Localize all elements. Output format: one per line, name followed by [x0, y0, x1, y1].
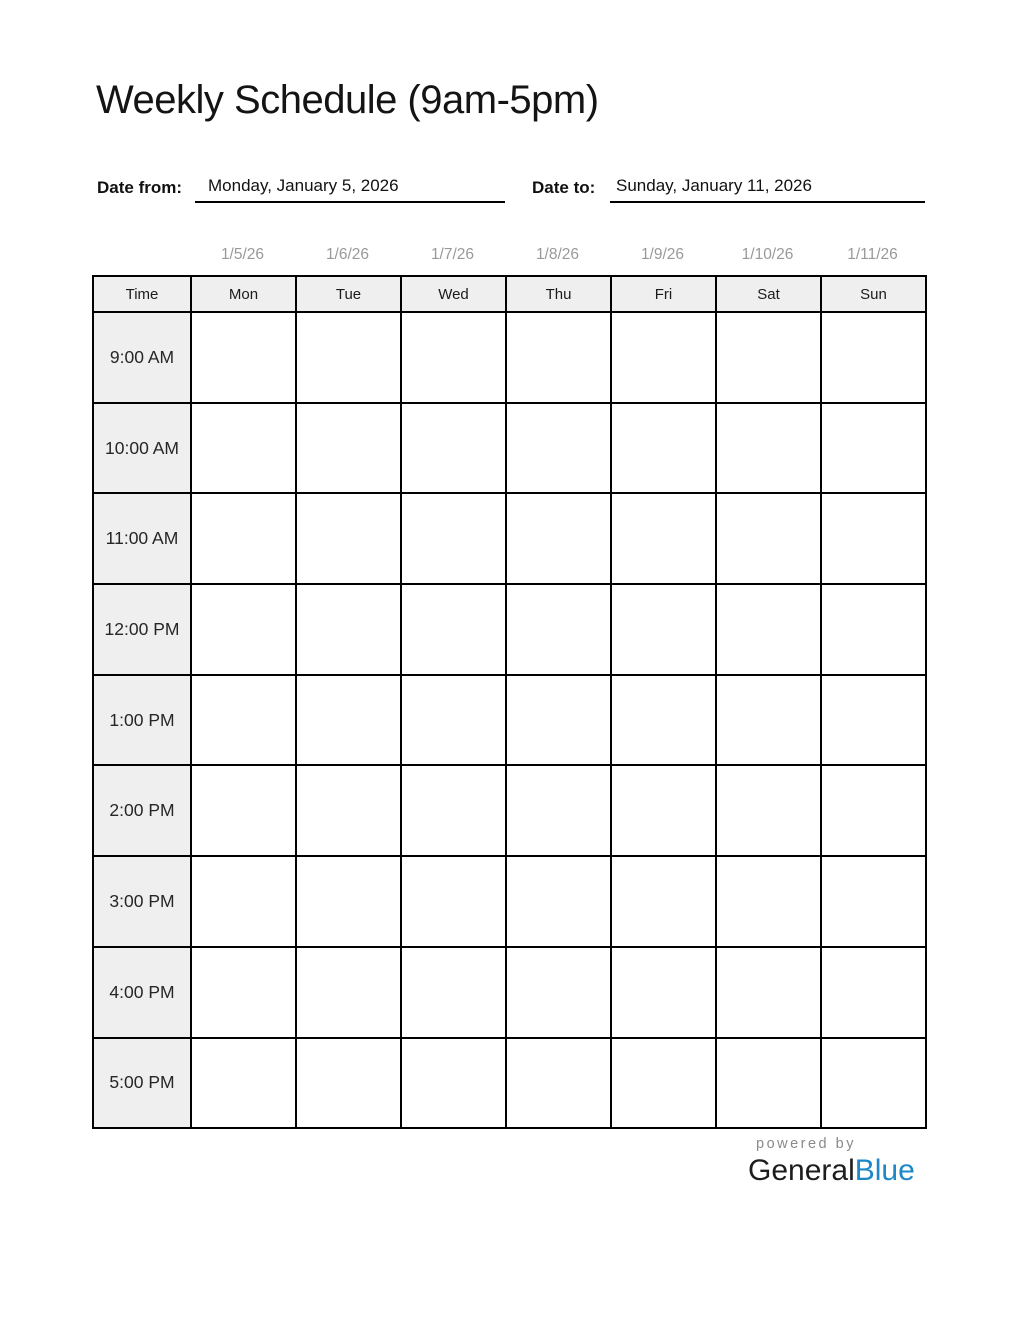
schedule-cell[interactable] — [191, 584, 296, 675]
schedule-cell[interactable] — [506, 584, 611, 675]
schedule-cell[interactable] — [716, 312, 821, 403]
schedule-cell[interactable] — [821, 947, 926, 1038]
schedule-cell[interactable] — [611, 856, 716, 947]
time-label: 12:00 PM — [93, 584, 191, 675]
column-header: Time — [93, 276, 191, 312]
brand-logo — [748, 1154, 915, 1188]
brand-blue-text: Blue — [854, 1154, 915, 1187]
column-date-label: 1/9/26 — [640, 246, 685, 263]
page-title: Weekly Schedule (9am-5pm) — [96, 78, 599, 122]
schedule-cell[interactable] — [191, 493, 296, 584]
schedule-cell[interactable] — [821, 312, 926, 403]
schedule-cell[interactable] — [506, 765, 611, 856]
schedule-cell[interactable] — [821, 1038, 926, 1129]
schedule-cell[interactable] — [611, 493, 716, 584]
schedule-cell[interactable] — [506, 947, 611, 1038]
time-label: 3:00 PM — [93, 856, 191, 947]
table-row — [93, 675, 926, 766]
schedule-cell[interactable] — [191, 765, 296, 856]
schedule-cell[interactable] — [191, 312, 296, 403]
dates-row — [190, 246, 925, 264]
footer-logo — [748, 1136, 915, 1188]
schedule-cell[interactable] — [611, 765, 716, 856]
schedule-cell[interactable] — [611, 584, 716, 675]
column-header: Thu — [506, 276, 611, 312]
schedule-cell[interactable] — [821, 493, 926, 584]
schedule-cell[interactable] — [296, 403, 401, 494]
column-date-label: 1/5/26 — [220, 246, 265, 263]
schedule-cell[interactable] — [401, 856, 506, 947]
schedule-cell[interactable] — [191, 947, 296, 1038]
schedule-cell[interactable] — [716, 947, 821, 1038]
column-header: Fri — [611, 276, 716, 312]
schedule-cell[interactable] — [296, 765, 401, 856]
schedule-cell[interactable] — [296, 947, 401, 1038]
column-header: Sat — [716, 276, 821, 312]
schedule-cell[interactable] — [296, 1038, 401, 1129]
schedule-cell[interactable] — [716, 403, 821, 494]
column-header: Wed — [401, 276, 506, 312]
schedule-cell[interactable] — [296, 675, 401, 766]
schedule-cell[interactable] — [506, 1038, 611, 1129]
schedule-cell[interactable] — [716, 584, 821, 675]
date-from-label: Date from: — [97, 178, 183, 197]
schedule-cell[interactable] — [296, 584, 401, 675]
time-label: 10:00 AM — [93, 403, 191, 494]
schedule-cell[interactable] — [401, 584, 506, 675]
schedule-table — [92, 275, 927, 1129]
powered-by-text: powered by — [756, 1136, 856, 1152]
schedule-cell[interactable] — [821, 765, 926, 856]
schedule-cell[interactable] — [191, 403, 296, 494]
schedule-cell[interactable] — [506, 403, 611, 494]
schedule-cell[interactable] — [296, 312, 401, 403]
time-label: 2:00 PM — [93, 765, 191, 856]
schedule-cell[interactable] — [401, 403, 506, 494]
schedule-cell[interactable] — [506, 312, 611, 403]
schedule-cell[interactable] — [716, 856, 821, 947]
time-label: 1:00 PM — [93, 675, 191, 766]
time-label: 11:00 AM — [93, 493, 191, 584]
schedule-cell[interactable] — [611, 675, 716, 766]
time-label: 4:00 PM — [93, 947, 191, 1038]
schedule-cell[interactable] — [506, 856, 611, 947]
schedule-cell[interactable] — [191, 856, 296, 947]
date-from-field[interactable]: Monday, January 5, 2026 — [195, 176, 505, 203]
schedule-cell[interactable] — [716, 675, 821, 766]
column-header: Tue — [296, 276, 401, 312]
schedule-cell[interactable] — [401, 312, 506, 403]
schedule-cell[interactable] — [401, 947, 506, 1038]
date-to-field[interactable]: Sunday, January 11, 2026 — [610, 176, 925, 203]
schedule-body — [93, 312, 926, 1128]
date-to-label: Date to: — [532, 178, 596, 197]
schedule-cell[interactable] — [191, 675, 296, 766]
table-row — [93, 493, 926, 584]
column-date-label: 1/6/26 — [325, 246, 370, 263]
schedule-cell[interactable] — [401, 675, 506, 766]
schedule-cell[interactable] — [296, 856, 401, 947]
table-row — [93, 856, 926, 947]
schedule-cell[interactable] — [611, 403, 716, 494]
schedule-cell[interactable] — [191, 1038, 296, 1129]
schedule-cell[interactable] — [296, 493, 401, 584]
schedule-cell[interactable] — [716, 1038, 821, 1129]
schedule-cell[interactable] — [506, 675, 611, 766]
schedule-cell[interactable] — [821, 584, 926, 675]
schedule-cell[interactable] — [821, 403, 926, 494]
schedule-cell[interactable] — [401, 493, 506, 584]
table-row — [93, 312, 926, 403]
column-date-label: 1/8/26 — [535, 246, 580, 263]
column-date-label: 1/7/26 — [430, 246, 475, 263]
table-row — [93, 765, 926, 856]
table-row — [93, 1038, 926, 1129]
schedule-cell[interactable] — [611, 312, 716, 403]
table-row — [93, 584, 926, 675]
schedule-cell[interactable] — [506, 493, 611, 584]
column-header: Sun — [821, 276, 926, 312]
schedule-cell[interactable] — [821, 675, 926, 766]
schedule-cell[interactable] — [611, 1038, 716, 1129]
table-row — [93, 403, 926, 494]
column-date-label: 1/11/26 — [847, 246, 898, 263]
column-header: Mon — [191, 276, 296, 312]
table-row — [93, 947, 926, 1038]
schedule-cell[interactable] — [716, 765, 821, 856]
time-label: 5:00 PM — [93, 1038, 191, 1129]
header-row — [93, 276, 926, 312]
schedule-cell[interactable] — [716, 493, 821, 584]
schedule-cell[interactable] — [611, 947, 716, 1038]
brand-general-text: General — [748, 1154, 855, 1187]
schedule-cell[interactable] — [401, 765, 506, 856]
column-date-label: 1/10/26 — [741, 246, 794, 263]
schedule-cell[interactable] — [821, 856, 926, 947]
time-label: 9:00 AM — [93, 312, 191, 403]
schedule-cell[interactable] — [401, 1038, 506, 1129]
